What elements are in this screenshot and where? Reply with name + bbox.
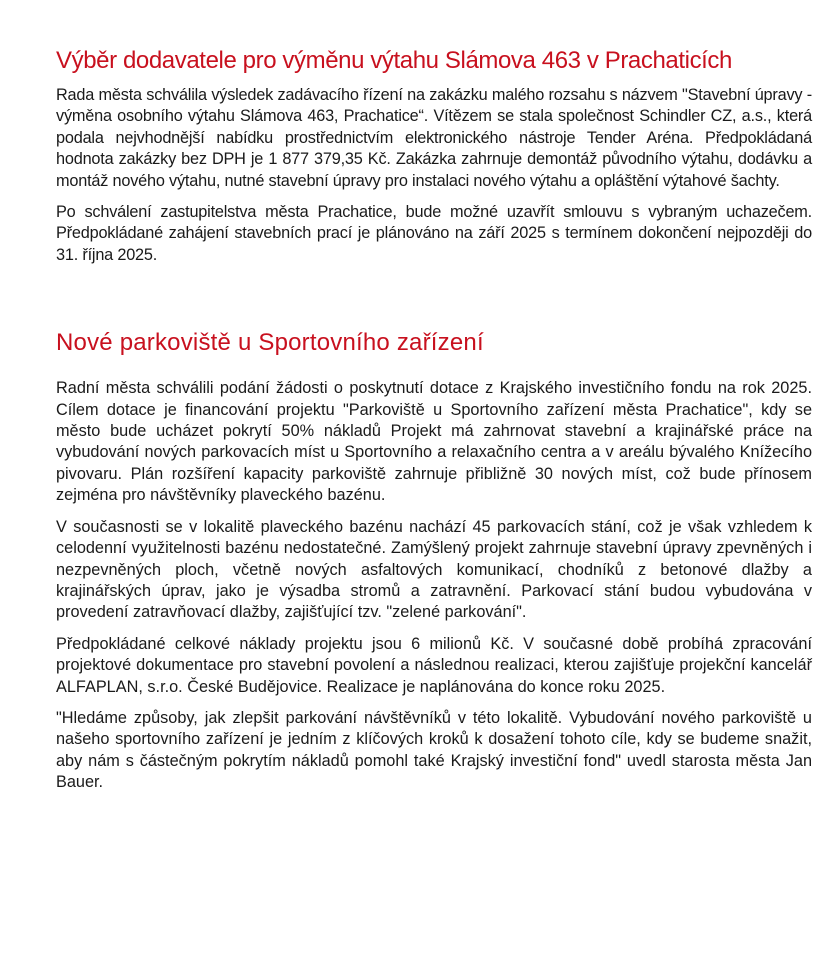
article-title: Výběr dodavatele pro výměnu výtahu Slámova 463 v Prachaticích: [56, 47, 732, 74]
article-paragraph: V současnosti se v lokalitě plaveckého bazénu nachází 45 parkovacích stání, což je však vzhledem k celodenní využitelnosti bazénu nedostatečné. Zamýšlený projekt zahrnuje stavební úpravy zpevněných i nezpevněných ploch, včetně nových asfaltových komunikací, chodníků z betonové dlažby a krajinářských úprav, jako je výsadba stromů a zatravnění. Parkovací stání budou vybudována v provedení zatravňovací dlažby, zajišťující tzv. "zelené parkování".: [56, 517, 812, 622]
article-paragraph: Po schválení zastupitelstva města Prachatice, bude možné uzavřít smlouvu s vybraným uchazečem. Předpokládané zahájení stavebních prací je plánováno na září 2025 s termínem dokončení nejpozději do 31. října 2025.: [56, 203, 812, 264]
article-new-parking: [56, 328, 812, 793]
article-paragraph: Předpokládané celkové náklady projektu jsou 6 milionů Kč. V současné době probíhá zpracování projektové dokumentace pro stavební povolení a následnou realizaci, kterou zajišťuje projekční kancelář ALFAPLAN, s.r.o. České Budějovice. Realizace je naplánována do konce roku 2025.: [56, 634, 812, 696]
article-paragraph: Rada města schválila výsledek zadávacího řízení na zakázku malého rozsahu s názvem "Stavební úpravy - výměna osobního výtahu Slámova 463, Prachatice“. Vítězem se stala společnost Schindler CZ, a.s., která podala nejvhodnější nabídku prostřednictvím elektronického nástroje Tender Aréna. Předpokládaná hodnota zakázky bez DPH je 1 877 379,35 Kč. Zakázka zahrnuje demontáž původního výtahu, dodávku a montáž nového výtahu, nutné stavební úpravy pro instalaci nového výtahu a opláštění výtahové šachty.: [56, 86, 812, 190]
article-elevator-replacement: [56, 46, 812, 266]
article-title: Nové parkoviště u Sportovního zařízení: [56, 329, 484, 357]
article-paragraph: Radní města schválili podání žádosti o poskytnutí dotace z Krajského investičního fondu na rok 2025. Cílem dotace je financování projektu "Parkoviště u Sportovního zařízení města Prachatice", kdy se město bude ucházet pokrytí 50% nákladů Projekt má zahrnovat stavební a krajinářské práce na vybudování nových parkovacích míst u Sportovního a relaxačního centra a v areálu bývalého Knížecího pivovaru. Plán rozšíření kapacity parkoviště zahrnuje přibližně 30 nových míst, což bude přínosem zejména pro návštěvníky plaveckého bazénu.: [56, 379, 812, 505]
article-quote-paragraph: "Hledáme způsoby, jak zlepšit parkování návštěvníků v této lokalitě. Vybudování nového parkoviště u našeho sportovního zařízení je jedním z klíčových kroků k dosažení tohoto cíle, kdy se budeme snažit, aby nám s částečným pokrytím nákladů pomohl také Krajský investiční fond" uvedl starosta města Jan Bauer.: [56, 708, 812, 792]
document-page: [56, 46, 812, 804]
